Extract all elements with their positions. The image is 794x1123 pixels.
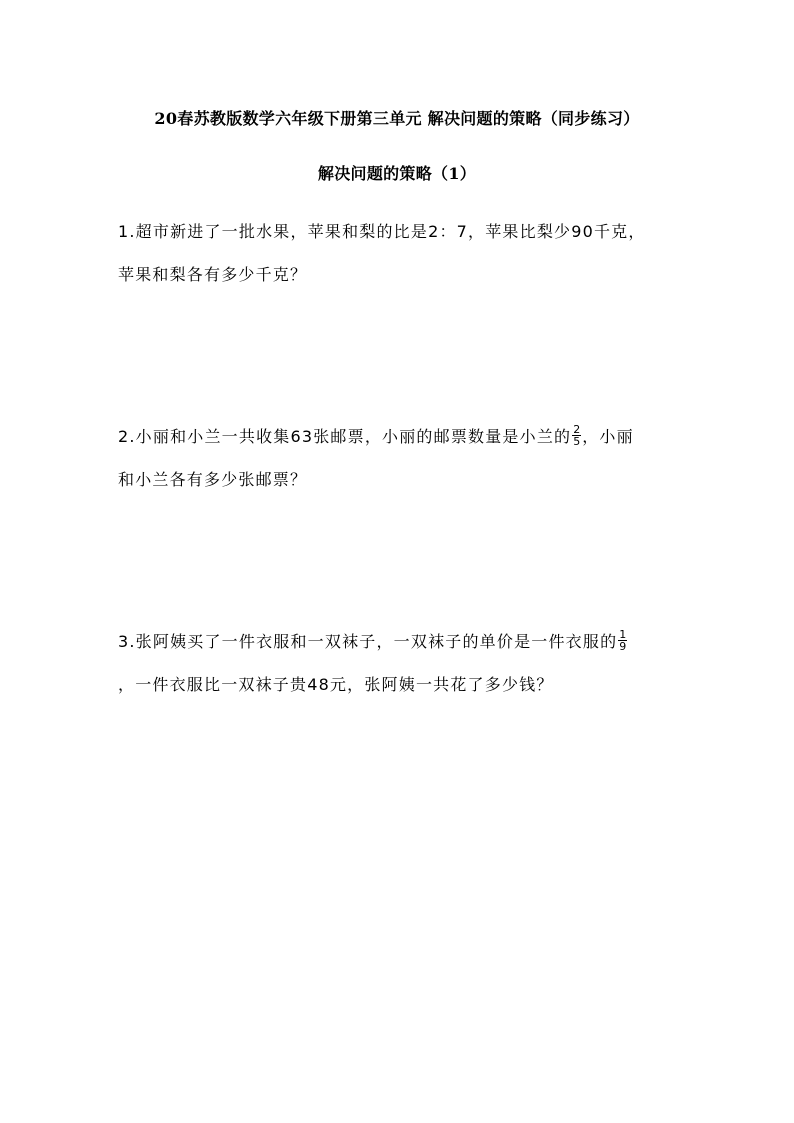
fraction-numerator: 2 — [573, 423, 581, 436]
document-title: 20春苏教版数学六年级下册第三单元 解决问题的策略（同步练习） — [154, 109, 640, 128]
question-2-line-1 — [118, 424, 634, 449]
question-2-line-2: 和小兰各有多少张邮票？ — [118, 470, 308, 489]
section-title: 解决问题的策略（1） — [317, 164, 477, 183]
question-3-line-2: ，一件衣服比一双袜子贵48元，张阿姨一共花了多少钱？ — [118, 675, 554, 694]
question-3-text-before-fraction: 3.张阿姨买了一件衣服和一双袜子，一双袜子的单价是一件衣服的 — [118, 632, 618, 651]
fraction-numerator: 1 — [619, 628, 627, 641]
question-2-text-after-fraction: ，小丽 — [582, 427, 634, 446]
question-1-line-2: 苹果和梨各有多少千克？ — [118, 265, 308, 284]
question-3-line-1 — [118, 629, 628, 654]
fraction-denominator: 9 — [619, 640, 627, 653]
fraction-denominator: 5 — [573, 435, 581, 448]
question-2-text-before-fraction: 2.小丽和小兰一共收集63张邮票，小丽的邮票数量是小兰的 — [118, 427, 572, 446]
question-3-fraction — [618, 629, 627, 652]
question-2-fraction — [572, 424, 581, 447]
question-1-line-1: 1.超市新进了一批水果，苹果和梨的比是2：7，苹果比梨少90千克， — [118, 222, 646, 241]
